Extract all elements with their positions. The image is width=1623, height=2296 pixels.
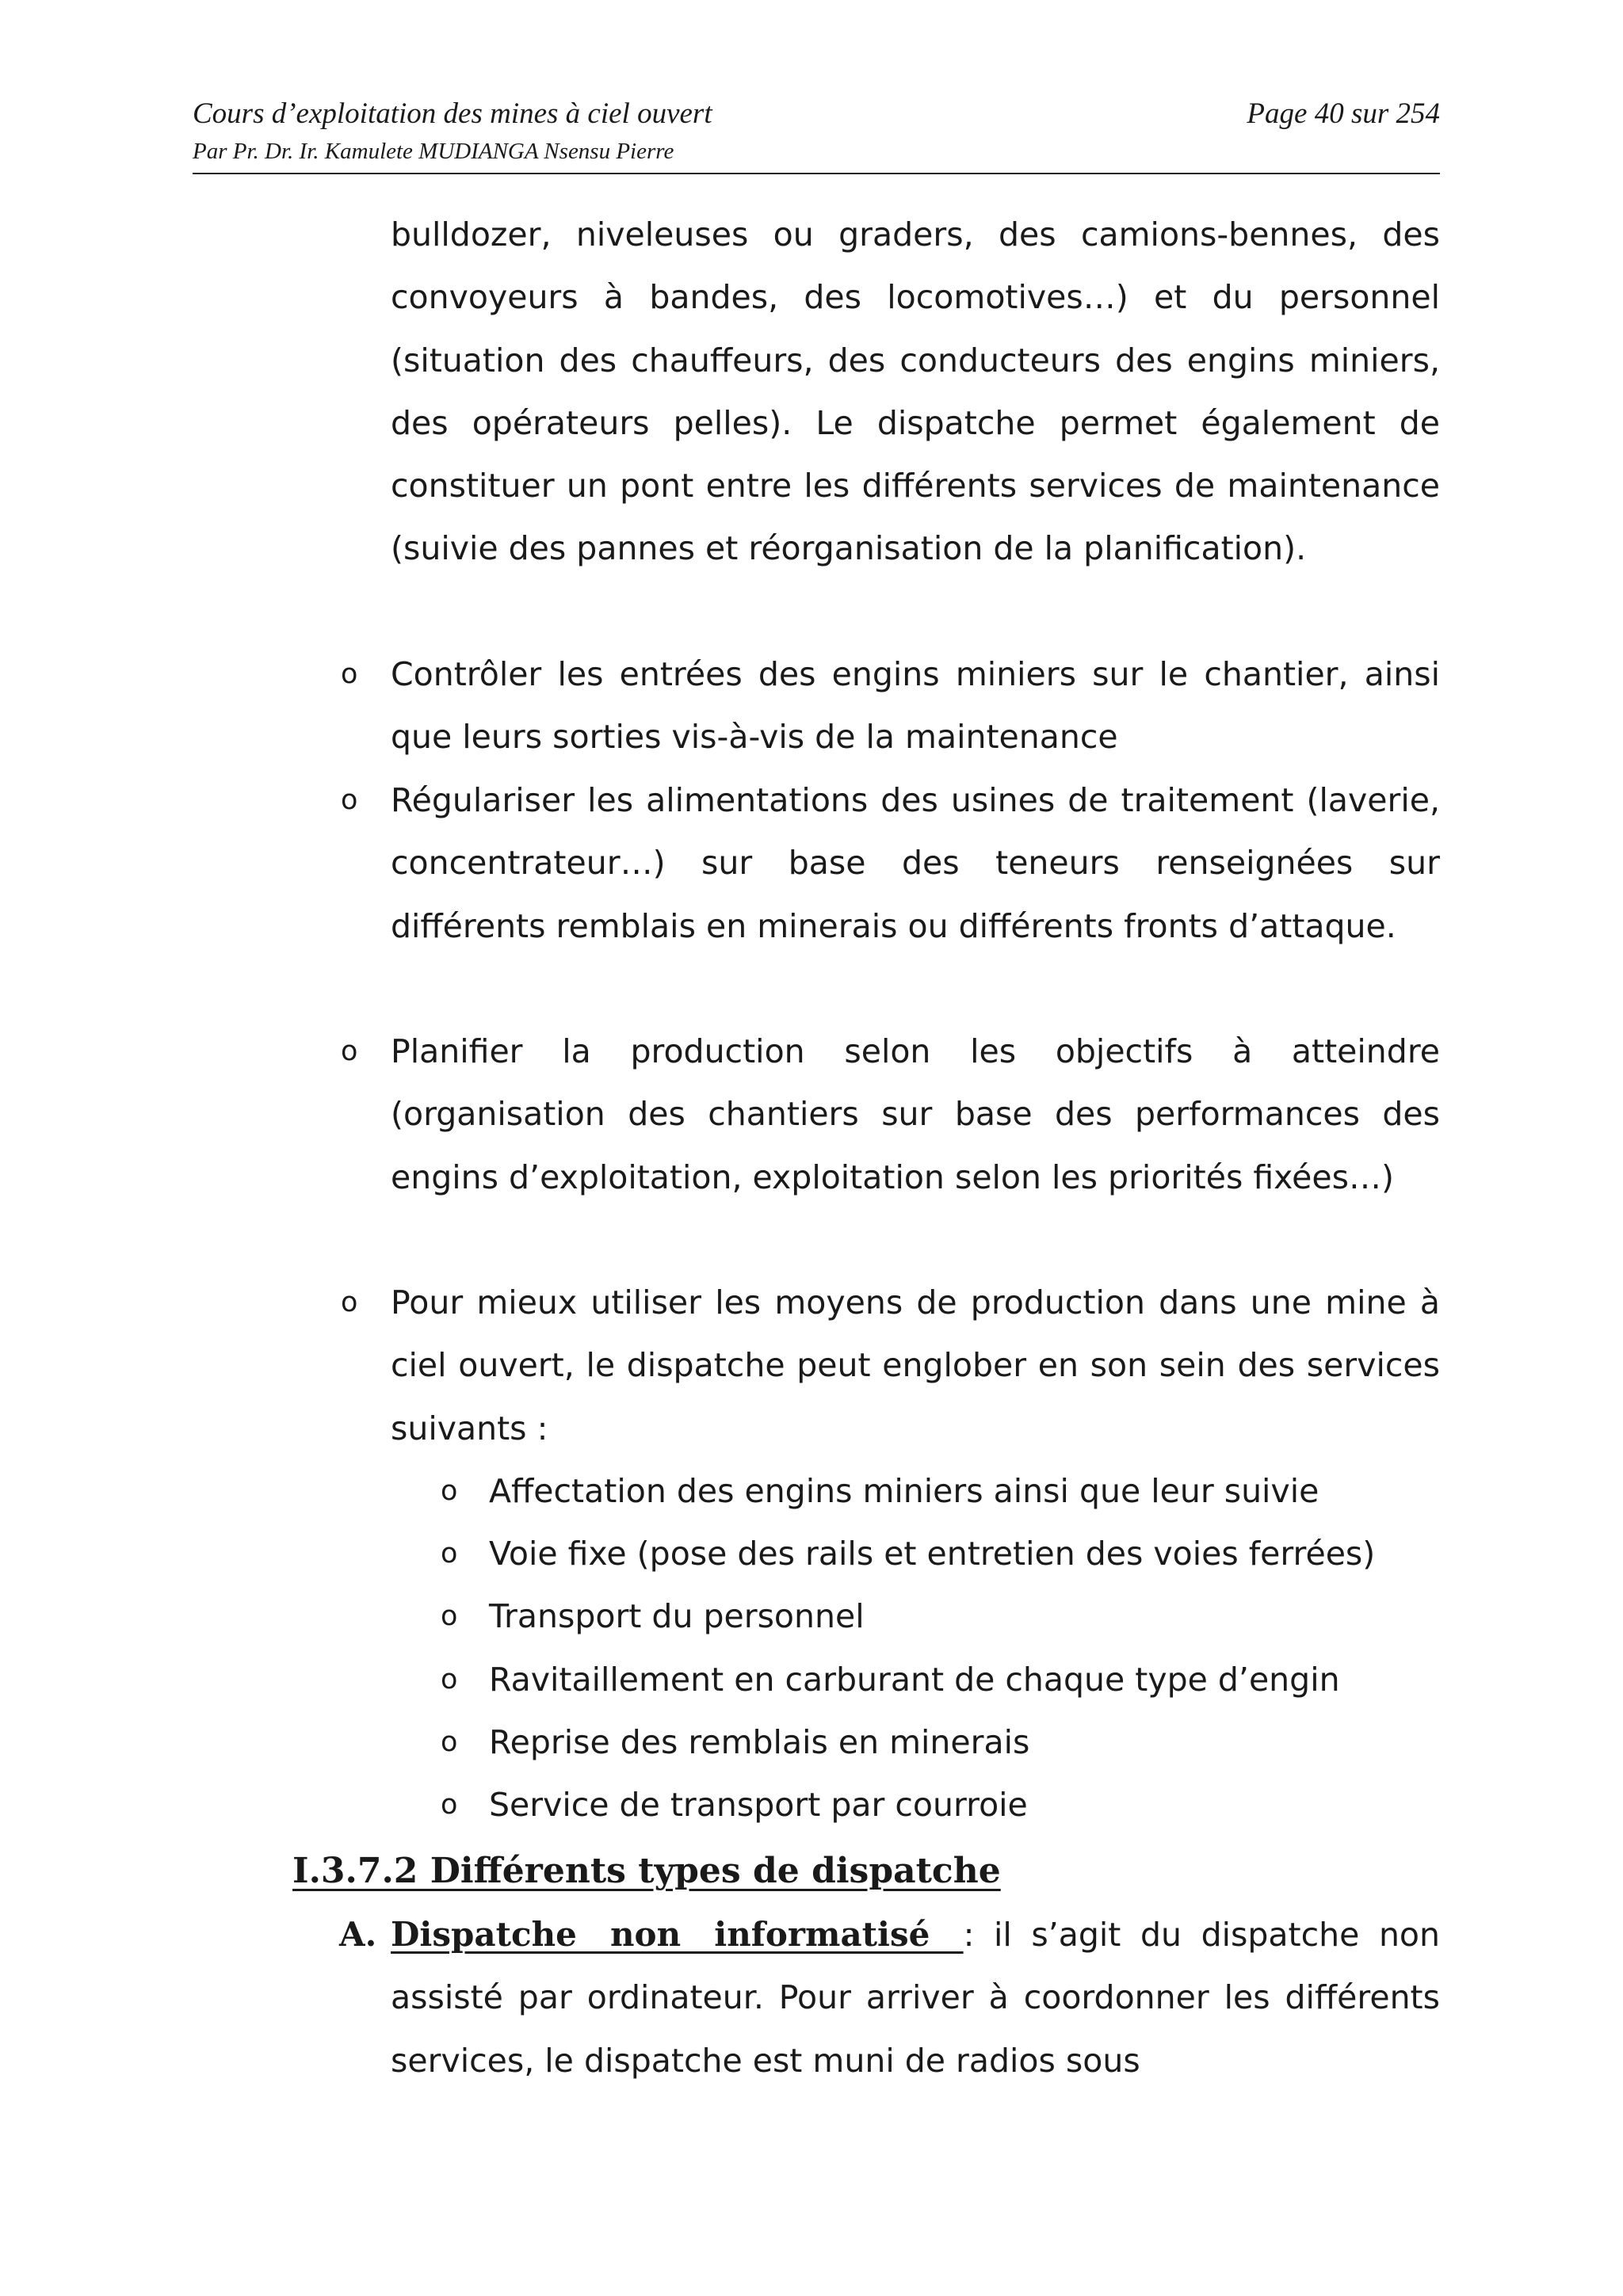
bullet-item-1: Contrôler les entrées des engins miniers sur le chantier, ainsi que leurs sorties vis-à-vis de la maintenance [391,655,1440,757]
item-a-label: A. [339,1915,377,1954]
sub-bullet-marker: o [441,1600,458,1632]
bullet-marker: o [341,658,358,690]
sub-bullet-item-5: Reprise des remblais en minerais [489,1723,1030,1761]
sub-bullet-marker: o [441,1538,458,1569]
author-line: Par Pr. Dr. Ir. Kamulete MUDIANGA Nsensu Pierre [193,139,674,164]
section-heading: I.3.7.2 Différents types de dispatche [292,1851,1001,1891]
sub-bullet-marker: o [441,1664,458,1695]
sub-bullet-marker: o [441,1789,458,1821]
bullet-marker: o [341,1035,358,1067]
continuation-paragraph: bulldozer, niveleuses ou graders, des camions-bennes, des convoyeurs à bandes, des locomotives…) et du personnel (situation des chauffeurs, des conducteurs des engins miniers, des opérateurs pelles). Le dispatche permet également de constituer un pont entre les différents services de maintenance (suivie des pannes et réorganisation de la planification). [391,215,1440,568]
item-a-term: Dispatche non informatisé [391,1915,964,1954]
bullet-item-4: Pour mieux utiliser les moyens de production dans une mine à ciel ouvert, le dispatche peut englober en son sein des services suivants : [391,1283,1440,1447]
sub-bullet-marker: o [441,1475,458,1507]
sub-bullet-item-4: Ravitaillement en carburant de chaque type d’engin [489,1661,1340,1699]
sub-bullet-item-1: Affectation des engins miniers ainsi que leur suivie [489,1472,1319,1510]
bullet-item-2: Régulariser les alimentations des usines de traitement (laverie, concentrateur…) sur base des teneurs renseignées sur différents remblais en minerais ou différents fronts d’attaque. [391,781,1440,945]
sub-bullet-item-2: Voie fixe (pose des rails et entretien des voies ferrées) [489,1535,1376,1573]
item-a-paragraph [391,1903,1440,2092]
bullet-marker: o [341,1287,358,1318]
bullet-marker: o [341,784,358,816]
item-a-text: : il s’agit du dispatche non assisté par ordinateur. Pour arriver à coordonner les différents services, le dispatche est muni de radios sous [391,1916,1441,2080]
sub-bullet-item-6: Service de transport par courroie [489,1786,1028,1824]
sub-bullet-marker: o [441,1726,458,1758]
sub-bullet-item-3: Transport du personnel [489,1597,865,1635]
bullet-item-3: Planifier la production selon les objectifs à atteindre (organisation des chantiers sur base des performances des engins d’exploitation, exploitation selon les priorités fixées…) [391,1032,1440,1196]
page-number: Page 40 sur 254 [1247,97,1440,130]
document-title: Cours d’exploitation des mines à ciel ouvert [193,97,712,130]
